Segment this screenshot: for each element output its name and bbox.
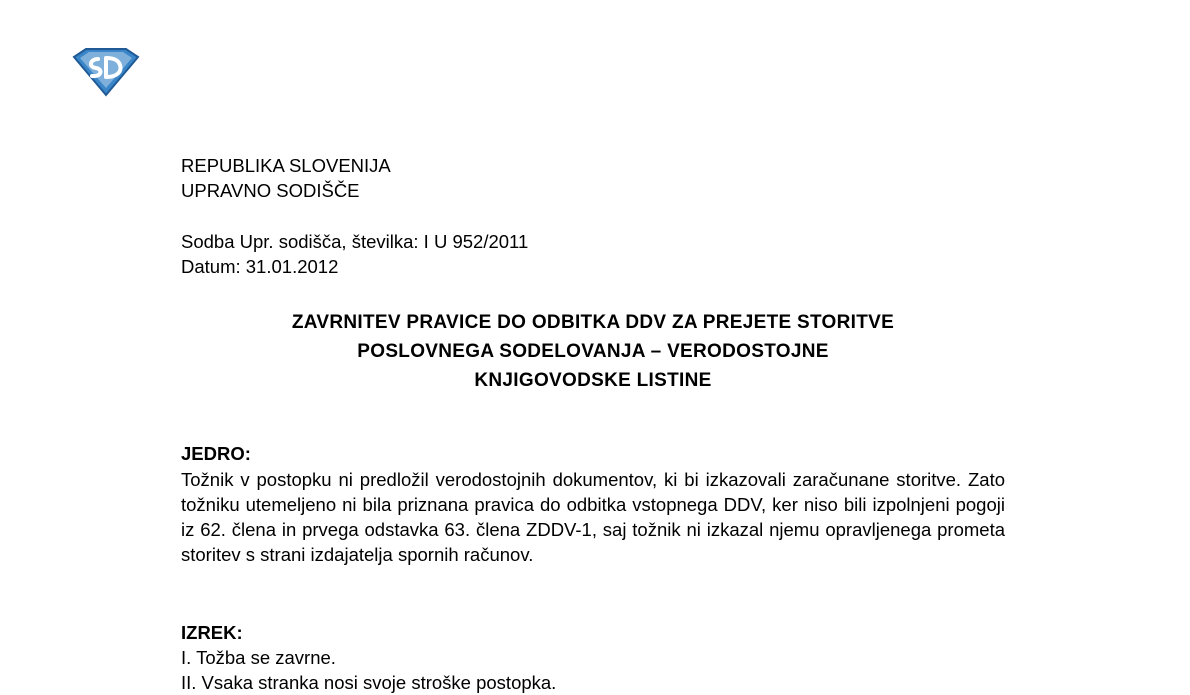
judgment-meta — [181, 229, 528, 279]
title-line-1: ZAVRNITEV PRAVICE DO ODBITKA DDV ZA PREJETE STORITVE — [291, 312, 895, 333]
izrek-item: II. Vsaka stranka nosi svoje stroške postopka. — [181, 672, 557, 693]
izrek-list — [181, 645, 556, 695]
title-line-3: KNJIGOVODSKE LISTINE — [474, 370, 712, 391]
izrek-heading: IZREK: — [181, 622, 243, 643]
court-header — [181, 153, 391, 203]
judgment-number: Sodba Upr. sodišča, številka: I U 952/2011 — [181, 231, 529, 252]
sd-logo — [72, 47, 140, 97]
header-court: UPRAVNO SODIŠČE — [181, 180, 360, 201]
jedro-body: Tožnik v postopku ni predložil verodostojnih dokumentov, ki bi izkazovali zaračunane storitve. Zato tožniku utemeljeno ni bila priznana pravica do odbitka vstopnega DDV, ker niso bili izpolnjeni pogoji iz 62. člena in prvega odstavka 63. člena ZDDV-1, saj tožnik ni izkazal njemu opravljenega prometa storitev s strani izdajatelja spornih računov. — [181, 469, 1005, 565]
document-title — [181, 308, 1005, 395]
title-line-2: POSLOVNEGA SODELOVANJA – VERODOSTOJNE — [357, 341, 829, 362]
judgment-date: Datum: 31.01.2012 — [181, 256, 339, 277]
jedro-heading: JEDRO: — [181, 443, 251, 464]
header-country: REPUBLIKA SLOVENIJA — [181, 155, 391, 176]
izrek-item: I. Tožba se zavrne. — [181, 647, 336, 668]
